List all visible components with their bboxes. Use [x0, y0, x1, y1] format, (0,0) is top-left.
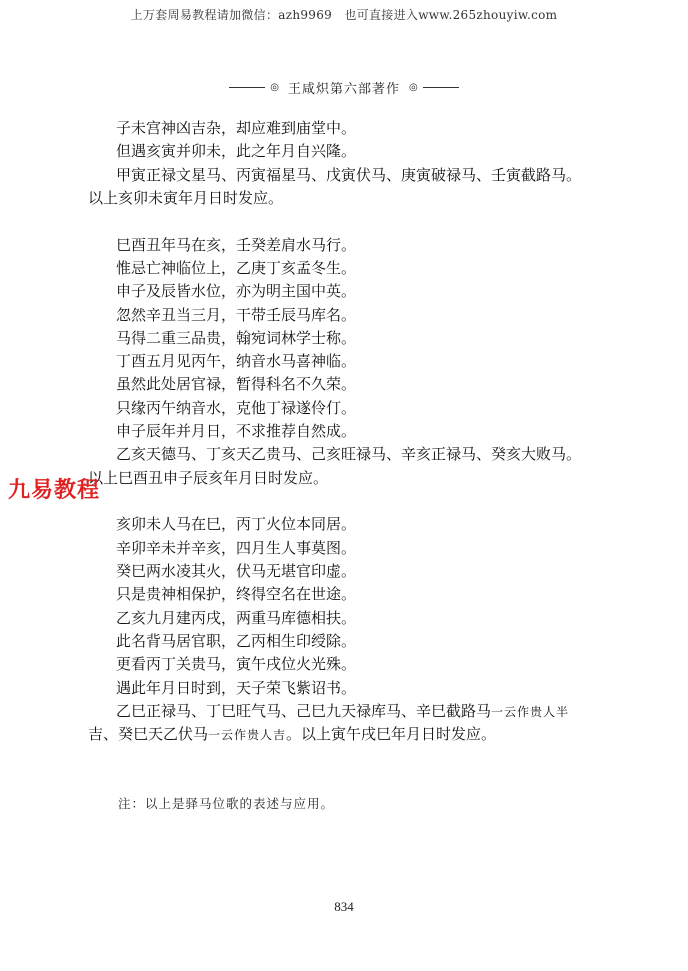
- text-line-main: 吉、癸巳天乙伏马: [88, 725, 209, 744]
- text-line: [88, 234, 648, 257]
- text-line-main: 子未宫神凶吉杂，却应难到庙堂中。: [116, 119, 357, 137]
- paragraph-gap: [88, 490, 648, 514]
- text-line-main: 乙亥九月建丙戌，两重马库德相扶。: [116, 608, 357, 627]
- text-line-main: 乙巳正禄马、丁巳旺气马、己巳九天禄库马、辛巳截路马: [116, 701, 492, 720]
- top-banner: 上万套周易教程请加微信：azh9969 也可直接进入www.265zhouyiw.com: [130, 8, 558, 22]
- header-rule-right: [423, 87, 459, 88]
- text-line-main: 忽然辛丑当三月，干带壬辰马库名。: [116, 305, 357, 324]
- text-line: [88, 723, 648, 746]
- text-line: [88, 420, 648, 443]
- text-line-main: 申子及辰皆水位，亦为明主国中英。: [116, 282, 357, 301]
- text-line-main: 甲寅正禄文星马、丙寅福星马、戊寅伏马、庚寅破禄马、壬寅截路马。: [116, 165, 582, 184]
- text-line: [88, 653, 648, 676]
- page-number: 834: [334, 899, 354, 914]
- header-ornament-right: ◎: [409, 82, 418, 93]
- text-line-main: 遇此年月日时到，天子荣飞紫诏书。: [116, 678, 357, 697]
- book-header-title: 王咸炽第六部著作: [287, 82, 400, 97]
- text-line: [88, 513, 648, 536]
- text-line-tail: 。以上寅午戌巳年月日时发应。: [286, 725, 497, 744]
- text-line-main: 更看丙丁关贵马，寅午戌位火光殊。: [116, 655, 357, 674]
- text-line: [88, 700, 648, 723]
- text-line: [88, 187, 648, 210]
- text-line: [88, 467, 648, 490]
- text-line: [88, 373, 648, 396]
- watermark-logo: 九易教程: [8, 478, 101, 503]
- text-line: [88, 257, 648, 280]
- text-line: [88, 327, 648, 350]
- text-line-main: 只缘丙午纳音水，克他丁禄遂伶仃。: [116, 398, 357, 417]
- text-line: [88, 140, 648, 163]
- text-line-main: 亥卯未人马在巳，丙丁火位本同居。: [116, 515, 357, 534]
- text-line-main: 但遇亥寅并卯未，此之年月自兴隆。: [116, 142, 357, 161]
- text-line: [88, 537, 648, 560]
- text-line: [88, 304, 648, 327]
- text-line-main: 惟忌亡神临位上，乙庚丁亥孟冬生。: [116, 258, 357, 277]
- text-line-main: 此名背马居官职，乙丙相生印绶除。: [116, 631, 357, 650]
- text-line: [88, 397, 648, 420]
- text-line-main: 辛卯辛未并辛亥，四月生人事莫图。: [116, 538, 357, 557]
- footnote: 注：以上是驿马位歌的表述与应用。: [118, 796, 335, 811]
- text-line: [88, 560, 648, 583]
- text-line-main: 只是贵神相保护，终得空名在世途。: [116, 585, 357, 604]
- header-rule-left: [229, 87, 265, 88]
- text-line-annotation: 一云作贵人半: [491, 704, 570, 719]
- text-line: [88, 117, 648, 140]
- text-line-main: 以上巳酉丑申子辰亥年月日时发应。: [88, 468, 329, 487]
- text-line-main: 乙亥天德马、丁亥天乙贵马、己亥旺禄马、辛亥正禄马、癸亥大败马。: [116, 445, 582, 464]
- header-ornament-left: ◎: [270, 82, 279, 93]
- text-line: [88, 350, 648, 373]
- text-line: [88, 630, 648, 653]
- text-line: [88, 280, 648, 303]
- text-line: [88, 164, 648, 187]
- text-line-main: 癸巳两水凌其火，伏马无堪官印虚。: [116, 562, 357, 581]
- book-header: [0, 78, 688, 97]
- text-line-main: 巳酉丑年马在亥，壬癸差肩水马行。: [116, 235, 357, 254]
- text-line: [88, 607, 648, 630]
- text-line: [88, 443, 648, 466]
- text-line-main: 以上亥卯未寅年月日时发应。: [88, 188, 284, 207]
- text-line: [88, 583, 648, 606]
- text-line-main: 申子辰年并月日，不求推荐自然成。: [116, 422, 357, 441]
- text-line-main: 丁酉五月见丙午，纳音水马喜神临。: [116, 352, 357, 371]
- text-line: [88, 677, 648, 700]
- body-text: [88, 117, 648, 746]
- paragraph-gap: [88, 210, 648, 234]
- text-line-main: 马得二重三品贵，翰宛词林学士称。: [116, 328, 357, 347]
- text-line-annotation: 一云作贵人吉: [208, 728, 287, 743]
- text-line-main: 虽然此处居官禄，暂得科名不久荣。: [116, 375, 357, 394]
